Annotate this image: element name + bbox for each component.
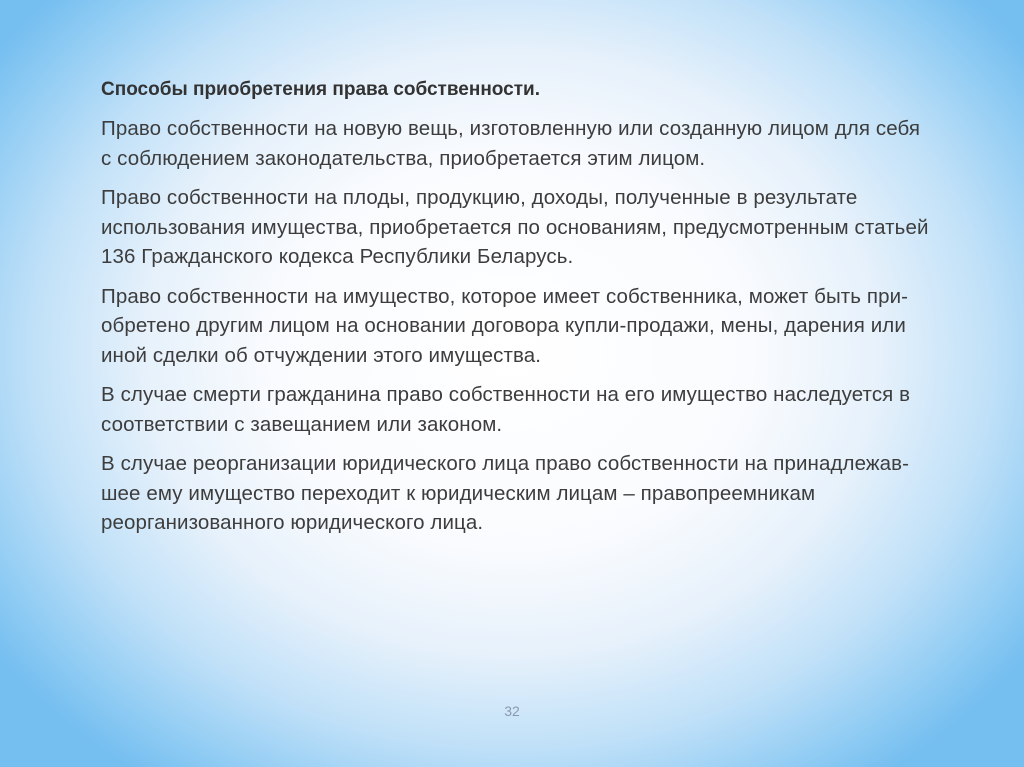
paragraph-fruits-income: Право собственности на плоды, продукцию, доходы, полученные в результате использования имущества, приобретается по основаниям, предусмотренным статьей 136 Гражданского кодекса Республики Беларусь. [101, 186, 929, 268]
page-number: 32 [504, 703, 520, 719]
paragraph-inheritance: В случае смерти гражданина право собственности на его имущество наследуется в соответствии с завещанием или законом. [101, 383, 911, 436]
paragraph-reorganization: В случае реорганизации юридического лица право собственности на принадлежав-шее ему имущество переходит к юридическим лицам – правопреемникам реорганизованного юридического лица. [101, 452, 910, 534]
paragraph-transfer-contract: Право собственности на имущество, которое имеет собственника, может быть при-обретено другим лицом на основании договора купли-продажи, мены, дарения или иной сделки об отчуждении этого имущества. [101, 284, 909, 367]
slide-content [101, 76, 931, 548]
paragraph-new-thing: Право собственности на новую вещь, изготовленную или созданную лицом для себя с соблюдением законодательства, приобретается этим лицом. [101, 117, 921, 170]
slide-title: Способы приобретения права собственности. [101, 79, 540, 100]
